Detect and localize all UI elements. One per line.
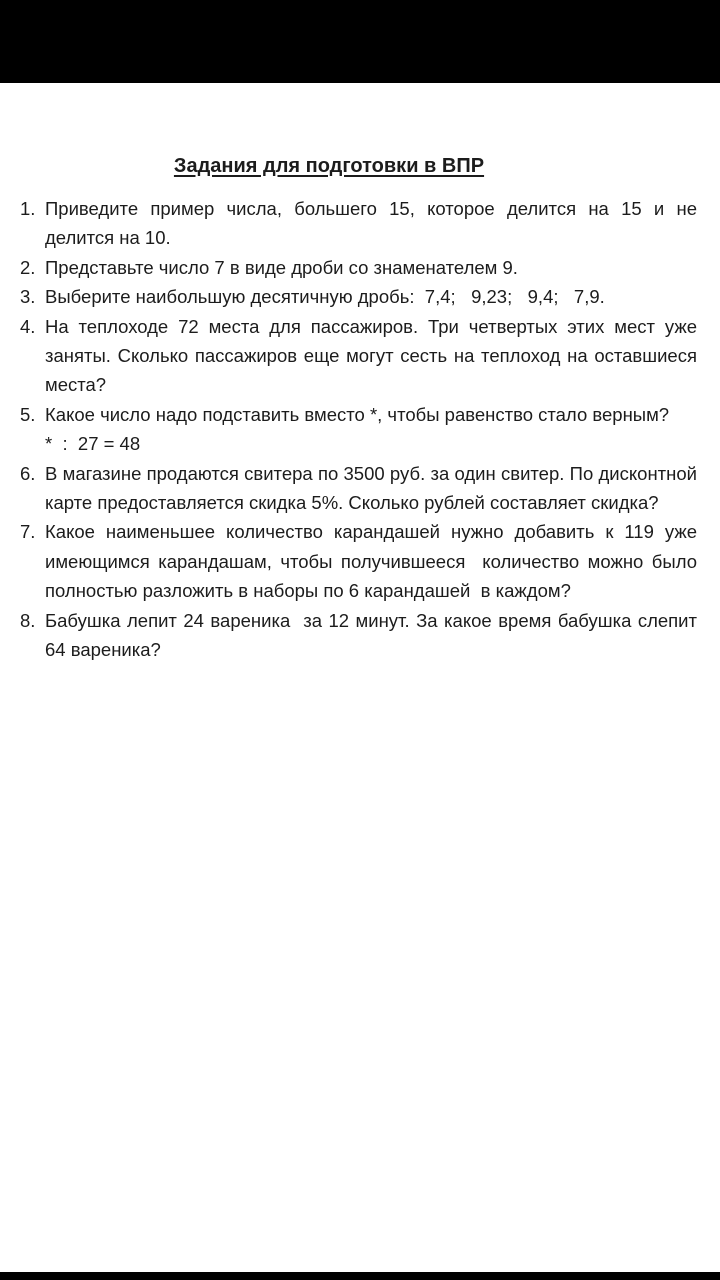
task-number: 7.: [20, 521, 36, 543]
task-item-8: [0, 606, 720, 665]
document-page: [0, 83, 720, 1272]
task-item-5: [0, 400, 720, 459]
task-text: Представьте число 7 в виде дроби со знаменателем 9.: [45, 256, 518, 278]
task-item-2: [0, 253, 720, 282]
task-text: Приведите пример числа, большего 15, которое делится на 15 и не делится на 10.: [45, 198, 697, 249]
task-text: На теплоходе 72 места для пассажиров. Три четвертых этих мест уже заняты. Сколько пассажиров еще могут сесть на теплоход на оставшиеся места?: [45, 315, 697, 396]
task-number: 6.: [20, 462, 36, 484]
task-item-1: [0, 194, 720, 253]
task-equation: * : 27 = 48: [45, 433, 141, 455]
task-item-7: [0, 517, 720, 605]
task-number: 1.: [20, 198, 36, 219]
task-item-3: [0, 282, 720, 311]
task-text: Какое наименьшее количество карандашей нужно добавить к 119 уже имеющимся карандашам, чтобы получившееся количество можно было полностью разложить в наборы по 6 карандашей в каждом?: [45, 521, 697, 602]
letterbox-top: [0, 0, 720, 83]
task-text: Бабушка лепит 24 вареника за 12 минут. За какое время бабушка слепит 64 вареника?: [45, 609, 697, 661]
task-item-6: [0, 459, 720, 518]
task-number: 3.: [20, 286, 36, 308]
task-number: 8.: [20, 609, 36, 631]
task-list: [0, 194, 720, 665]
task-item-4: [0, 312, 720, 400]
page-title: [0, 153, 720, 179]
task-text: Выберите наибольшую десятичную дробь: 7,4; 9,23; 9,4; 7,9.: [45, 286, 605, 308]
task-number: 2.: [20, 256, 36, 278]
task-text: Какое число надо подставить вместо *, чтобы равенство стало верным?: [45, 403, 670, 425]
letterbox-bottom: [0, 1272, 720, 1280]
page-title-text: Задания для подготовки в ВПР: [173, 155, 485, 177]
task-number: 4.: [20, 315, 36, 337]
task-text: В магазине продаются свитера по 3500 руб. за один свитер. По дисконтной карте предоставляется скидка 5%. Сколько рублей составляет скидка?: [45, 462, 697, 514]
task-number: 5.: [20, 403, 36, 425]
